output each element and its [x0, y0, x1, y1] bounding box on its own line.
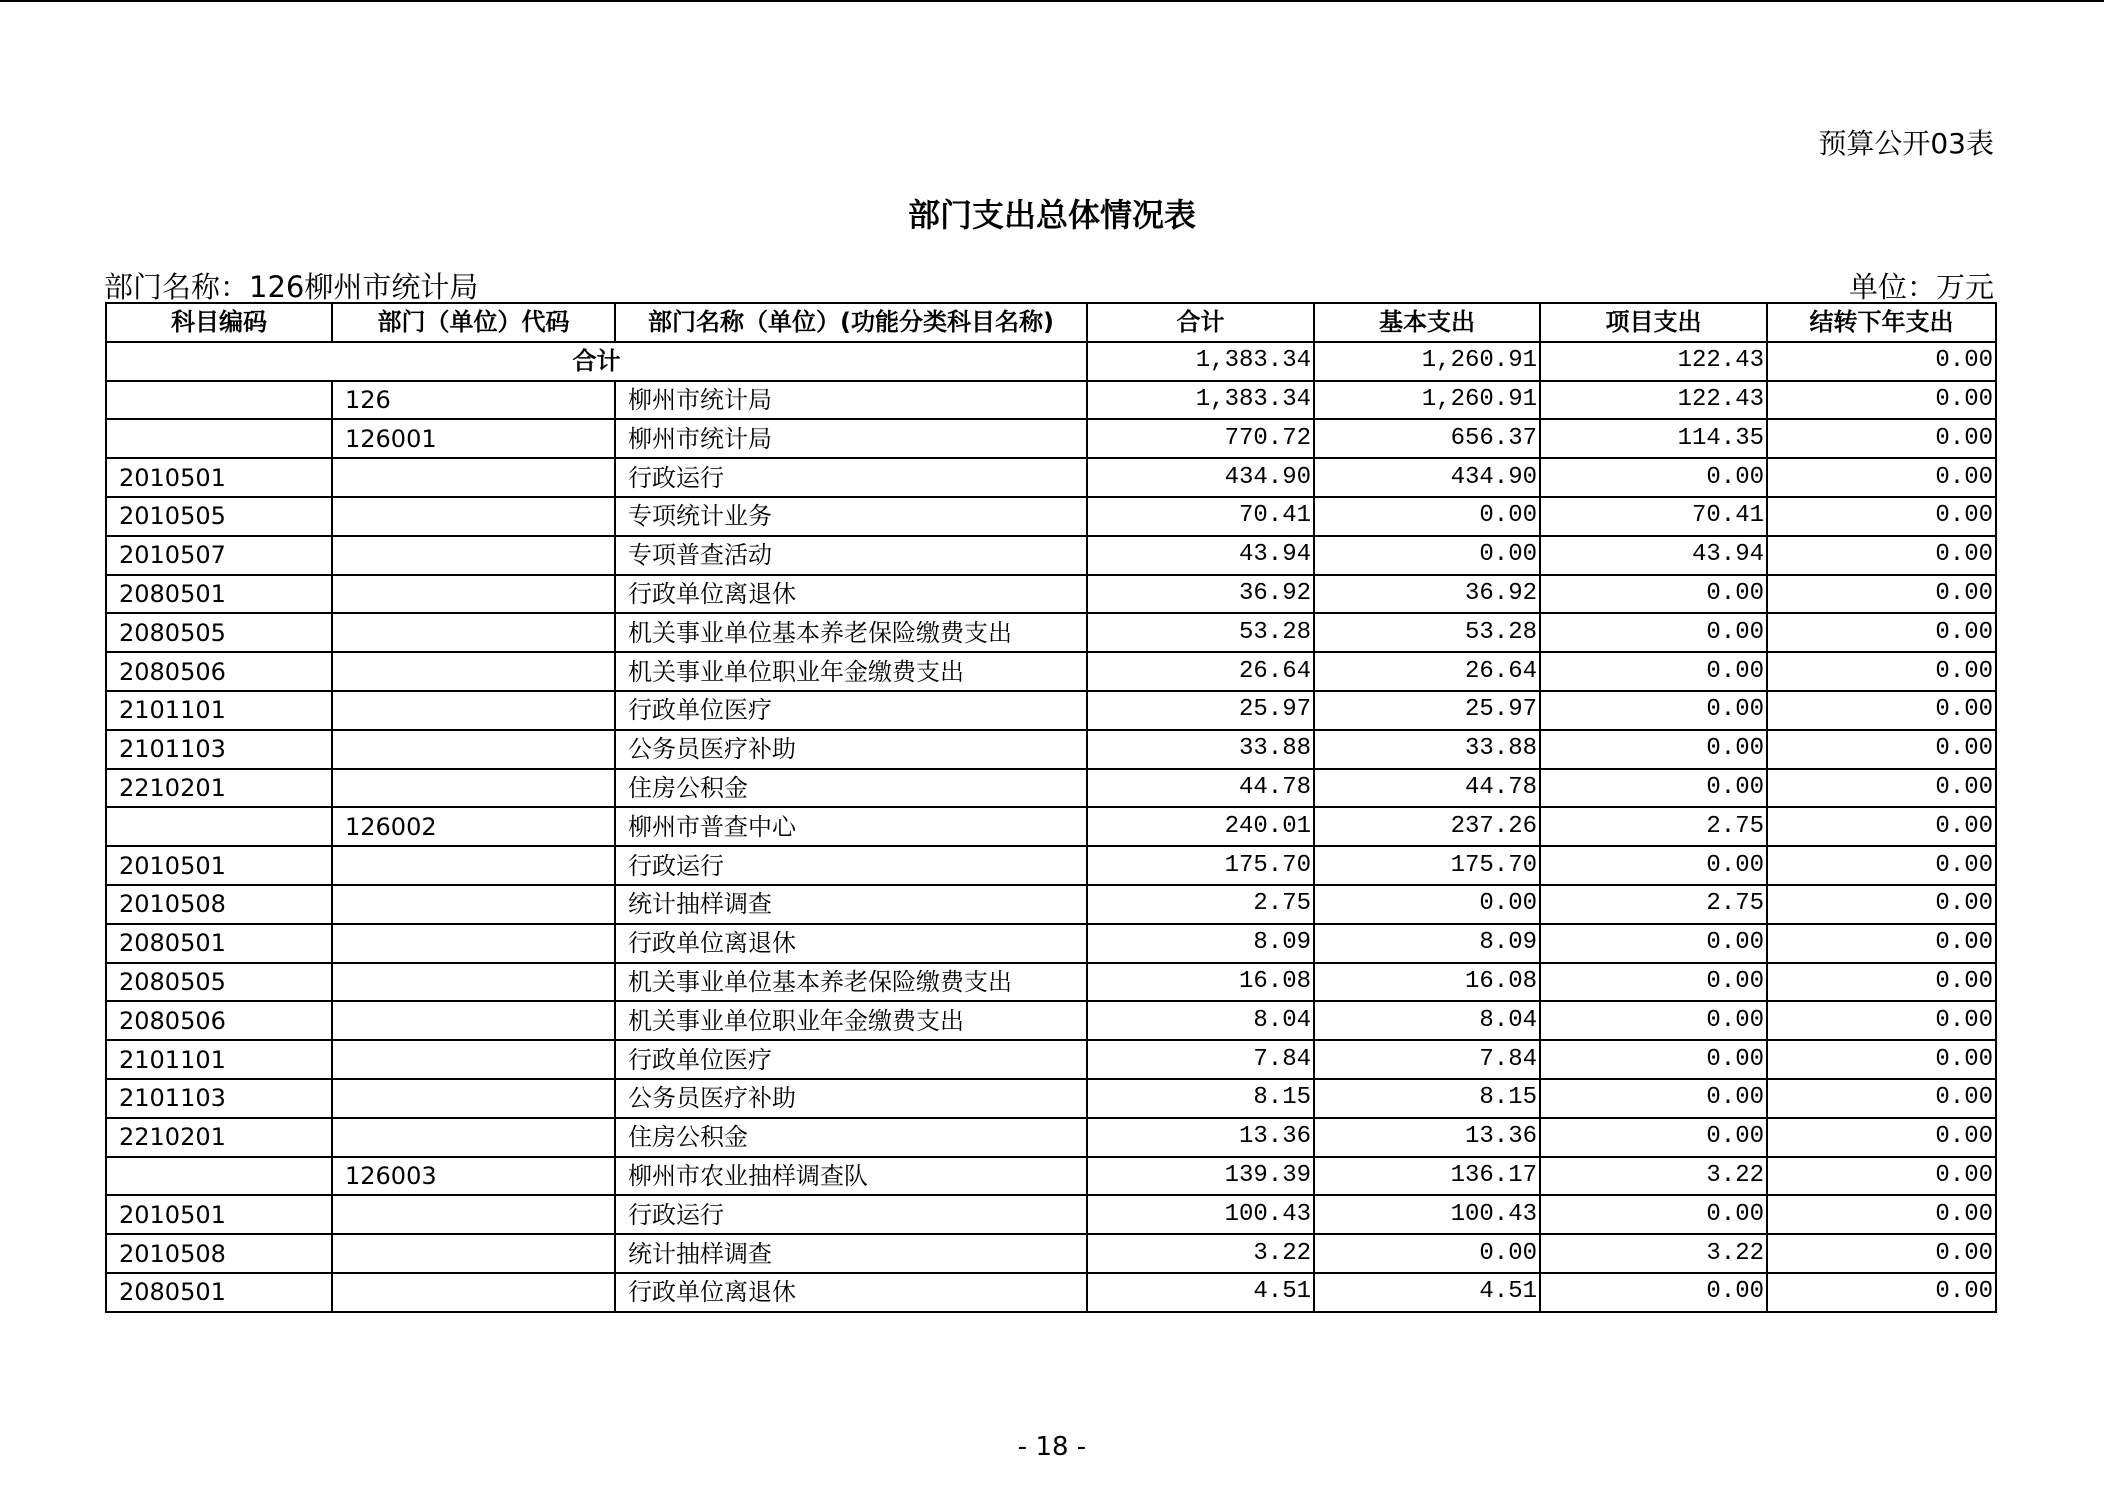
subject-code-cell — [106, 807, 332, 846]
total-cell: 8.04 — [1087, 1001, 1314, 1040]
basic-expense-cell: 100.43 — [1314, 1195, 1540, 1234]
basic-expense-cell: 33.88 — [1314, 730, 1540, 769]
subject-code-cell: 2010505 — [106, 497, 332, 536]
table-row — [106, 769, 1996, 808]
table-row — [106, 1234, 1996, 1273]
total-cell: 8.09 — [1087, 924, 1314, 963]
carryover-cell: 0.00 — [1767, 1079, 1996, 1118]
total-cell: 16.08 — [1087, 963, 1314, 1002]
subject-code-cell: 2101103 — [106, 730, 332, 769]
table-row — [106, 1079, 1996, 1118]
subject-code-cell: 2101103 — [106, 1079, 332, 1118]
project-expense-cell: 0.00 — [1540, 691, 1767, 730]
item-name-cell: 专项普查活动 — [615, 536, 1087, 575]
carryover-cell: 0.00 — [1767, 846, 1996, 885]
total-row — [106, 342, 1996, 381]
unit-code-cell — [332, 1079, 615, 1118]
total-cell: 770.72 — [1087, 419, 1314, 458]
table-row — [106, 691, 1996, 730]
subject-code-cell: 2210201 — [106, 1118, 332, 1157]
basic-expense-cell: 13.36 — [1314, 1118, 1540, 1157]
carryover-cell: 0.00 — [1767, 1195, 1996, 1234]
subject-code-cell: 2010508 — [106, 1234, 332, 1273]
subject-code-cell: 2010508 — [106, 885, 332, 924]
item-name-cell: 行政单位离退休 — [615, 924, 1087, 963]
carryover-cell: 0.00 — [1767, 575, 1996, 614]
project-expense-cell: 0.00 — [1540, 1040, 1767, 1079]
carryover-cell: 0.00 — [1767, 1001, 1996, 1040]
item-name-cell: 住房公积金 — [615, 1118, 1087, 1157]
item-name-cell: 机关事业单位基本养老保险缴费支出 — [615, 963, 1087, 1002]
table-row — [106, 1118, 1996, 1157]
table-row — [106, 963, 1996, 1002]
item-name-cell: 行政单位离退休 — [615, 1273, 1087, 1312]
subject-code-cell: 2080501 — [106, 1273, 332, 1312]
carryover-cell: 0.00 — [1767, 652, 1996, 691]
total-cell: 8.15 — [1087, 1079, 1314, 1118]
total-cell: 4.51 — [1087, 1273, 1314, 1312]
total-cell: 26.64 — [1087, 652, 1314, 691]
table-row — [106, 1273, 1996, 1312]
basic-expense-cell: 7.84 — [1314, 1040, 1540, 1079]
project-expense-cell: 0.00 — [1540, 963, 1767, 1002]
column-header: 科目编码 — [106, 303, 332, 342]
project-expense-cell: 0.00 — [1540, 1001, 1767, 1040]
item-name-cell: 统计抽样调查 — [615, 885, 1087, 924]
project-expense-cell: 2.75 — [1540, 807, 1767, 846]
table-row — [106, 575, 1996, 614]
unit-code-cell — [332, 730, 615, 769]
project-expense-cell: 43.94 — [1540, 536, 1767, 575]
basic-expense-cell: 36.92 — [1314, 575, 1540, 614]
project-expense-cell: 0.00 — [1540, 613, 1767, 652]
expenditure-table — [105, 302, 1997, 1313]
column-header: 基本支出 — [1314, 303, 1540, 342]
project-expense-cell: 70.41 — [1540, 497, 1767, 536]
unit-label: 单位：万元 — [1848, 270, 1994, 304]
carryover-cell: 0.00 — [1767, 419, 1996, 458]
department-name: 部门名称：126柳州市统计局 — [104, 270, 479, 304]
total-basic: 1,260.91 — [1314, 342, 1540, 381]
subject-code-cell: 2010501 — [106, 1195, 332, 1234]
unit-code-cell: 126 — [332, 381, 615, 420]
table-row — [106, 497, 1996, 536]
top-border-rule — [0, 0, 2104, 2]
table-row — [106, 652, 1996, 691]
project-expense-cell: 114.35 — [1540, 419, 1767, 458]
subject-code-cell — [106, 1157, 332, 1196]
table-row — [106, 1195, 1996, 1234]
basic-expense-cell: 4.51 — [1314, 1273, 1540, 1312]
project-expense-cell: 0.00 — [1540, 730, 1767, 769]
carryover-cell: 0.00 — [1767, 807, 1996, 846]
page-number: - 18 - — [1017, 1432, 1087, 1462]
total-label: 合计 — [106, 342, 1087, 381]
column-header: 部门名称（单位）(功能分类科目名称) — [615, 303, 1087, 342]
table-header-row — [106, 303, 1996, 342]
subject-code-cell: 2080506 — [106, 1001, 332, 1040]
total-cell: 44.78 — [1087, 769, 1314, 808]
subject-code-cell: 2010507 — [106, 536, 332, 575]
unit-code-cell — [332, 613, 615, 652]
table-row — [106, 846, 1996, 885]
carryover-cell: 0.00 — [1767, 381, 1996, 420]
table-row — [106, 458, 1996, 497]
basic-expense-cell: 175.70 — [1314, 846, 1540, 885]
table-row — [106, 730, 1996, 769]
item-name-cell: 公务员医疗补助 — [615, 730, 1087, 769]
carryover-cell: 0.00 — [1767, 1157, 1996, 1196]
item-name-cell: 行政单位离退休 — [615, 575, 1087, 614]
table-row — [106, 885, 1996, 924]
basic-expense-cell: 25.97 — [1314, 691, 1540, 730]
carryover-cell: 0.00 — [1767, 536, 1996, 575]
carryover-cell: 0.00 — [1767, 1040, 1996, 1079]
basic-expense-cell: 8.09 — [1314, 924, 1540, 963]
item-name-cell: 行政单位医疗 — [615, 691, 1087, 730]
subject-code-cell: 2010501 — [106, 458, 332, 497]
project-expense-cell: 0.00 — [1540, 1195, 1767, 1234]
total-cell: 33.88 — [1087, 730, 1314, 769]
item-name-cell: 专项统计业务 — [615, 497, 1087, 536]
unit-code-cell — [332, 963, 615, 1002]
unit-code-cell — [332, 1273, 615, 1312]
subject-code-cell: 2010501 — [106, 846, 332, 885]
carryover-cell: 0.00 — [1767, 1234, 1996, 1273]
carryover-cell: 0.00 — [1767, 1273, 1996, 1312]
item-name-cell: 机关事业单位基本养老保险缴费支出 — [615, 613, 1087, 652]
total-cell: 2.75 — [1087, 885, 1314, 924]
unit-code-cell — [332, 652, 615, 691]
unit-code-cell: 126002 — [332, 807, 615, 846]
unit-code-cell — [332, 846, 615, 885]
basic-expense-cell: 1,260.91 — [1314, 381, 1540, 420]
carryover-cell: 0.00 — [1767, 885, 1996, 924]
total-project: 122.43 — [1540, 342, 1767, 381]
subject-code-cell: 2080501 — [106, 924, 332, 963]
unit-code-cell — [332, 885, 615, 924]
carryover-cell: 0.00 — [1767, 691, 1996, 730]
total-amount: 1,383.34 — [1087, 342, 1314, 381]
project-expense-cell: 122.43 — [1540, 381, 1767, 420]
total-cell: 3.22 — [1087, 1234, 1314, 1273]
basic-expense-cell: 0.00 — [1314, 885, 1540, 924]
project-expense-cell: 0.00 — [1540, 575, 1767, 614]
column-header: 项目支出 — [1540, 303, 1767, 342]
unit-code-cell — [332, 536, 615, 575]
total-cell: 13.36 — [1087, 1118, 1314, 1157]
item-name-cell: 统计抽样调查 — [615, 1234, 1087, 1273]
total-cell: 139.39 — [1087, 1157, 1314, 1196]
table-row — [106, 613, 1996, 652]
basic-expense-cell: 16.08 — [1314, 963, 1540, 1002]
unit-code-cell — [332, 458, 615, 497]
total-carry: 0.00 — [1767, 342, 1996, 381]
total-cell: 100.43 — [1087, 1195, 1314, 1234]
item-name-cell: 机关事业单位职业年金缴费支出 — [615, 1001, 1087, 1040]
project-expense-cell: 0.00 — [1540, 458, 1767, 497]
project-expense-cell: 3.22 — [1540, 1157, 1767, 1196]
item-name-cell: 柳州市农业抽样调查队 — [615, 1157, 1087, 1196]
project-expense-cell: 0.00 — [1540, 652, 1767, 691]
item-name-cell: 机关事业单位职业年金缴费支出 — [615, 652, 1087, 691]
column-header: 合计 — [1087, 303, 1314, 342]
basic-expense-cell: 0.00 — [1314, 497, 1540, 536]
total-cell: 70.41 — [1087, 497, 1314, 536]
unit-code-cell — [332, 769, 615, 808]
project-expense-cell: 0.00 — [1540, 1118, 1767, 1157]
total-cell: 1,383.34 — [1087, 381, 1314, 420]
project-expense-cell: 0.00 — [1540, 1273, 1767, 1312]
project-expense-cell: 0.00 — [1540, 1079, 1767, 1118]
subject-code-cell: 2080505 — [106, 963, 332, 1002]
unit-code-cell — [332, 691, 615, 730]
column-header: 结转下年支出 — [1767, 303, 1996, 342]
total-cell: 43.94 — [1087, 536, 1314, 575]
carryover-cell: 0.00 — [1767, 769, 1996, 808]
total-cell: 25.97 — [1087, 691, 1314, 730]
basic-expense-cell: 434.90 — [1314, 458, 1540, 497]
unit-code-cell — [332, 1040, 615, 1079]
basic-expense-cell: 8.04 — [1314, 1001, 1540, 1040]
table-row — [106, 924, 1996, 963]
unit-code-cell — [332, 575, 615, 614]
project-expense-cell: 0.00 — [1540, 924, 1767, 963]
carryover-cell: 0.00 — [1767, 963, 1996, 1002]
item-name-cell: 公务员医疗补助 — [615, 1079, 1087, 1118]
carryover-cell: 0.00 — [1767, 924, 1996, 963]
total-cell: 7.84 — [1087, 1040, 1314, 1079]
table-row — [106, 1001, 1996, 1040]
total-cell: 53.28 — [1087, 613, 1314, 652]
item-name-cell: 行政运行 — [615, 1195, 1087, 1234]
total-cell: 175.70 — [1087, 846, 1314, 885]
basic-expense-cell: 8.15 — [1314, 1079, 1540, 1118]
subject-code-cell: 2210201 — [106, 769, 332, 808]
total-cell: 240.01 — [1087, 807, 1314, 846]
table-row — [106, 419, 1996, 458]
unit-code-cell — [332, 497, 615, 536]
basic-expense-cell: 136.17 — [1314, 1157, 1540, 1196]
carryover-cell: 0.00 — [1767, 497, 1996, 536]
project-expense-cell: 0.00 — [1540, 846, 1767, 885]
total-cell: 36.92 — [1087, 575, 1314, 614]
item-name-cell: 柳州市统计局 — [615, 419, 1087, 458]
subject-code-cell — [106, 419, 332, 458]
carryover-cell: 0.00 — [1767, 730, 1996, 769]
subject-code-cell — [106, 381, 332, 420]
total-cell: 434.90 — [1087, 458, 1314, 497]
unit-code-cell — [332, 1001, 615, 1040]
item-name-cell: 行政运行 — [615, 846, 1087, 885]
subject-code-cell: 2101101 — [106, 1040, 332, 1079]
page-title: 部门支出总体情况表 — [907, 196, 1196, 234]
carryover-cell: 0.00 — [1767, 613, 1996, 652]
basic-expense-cell: 26.64 — [1314, 652, 1540, 691]
column-header: 部门（单位）代码 — [332, 303, 615, 342]
unit-code-cell — [332, 1234, 615, 1273]
basic-expense-cell: 656.37 — [1314, 419, 1540, 458]
unit-code-cell — [332, 1118, 615, 1157]
table-row — [106, 536, 1996, 575]
basic-expense-cell: 53.28 — [1314, 613, 1540, 652]
item-name-cell: 行政运行 — [615, 458, 1087, 497]
item-name-cell: 行政单位医疗 — [615, 1040, 1087, 1079]
basic-expense-cell: 0.00 — [1314, 536, 1540, 575]
unit-code-cell: 126003 — [332, 1157, 615, 1196]
carryover-cell: 0.00 — [1767, 458, 1996, 497]
subject-code-cell: 2080506 — [106, 652, 332, 691]
item-name-cell: 住房公积金 — [615, 769, 1087, 808]
project-expense-cell: 2.75 — [1540, 885, 1767, 924]
basic-expense-cell: 44.78 — [1314, 769, 1540, 808]
basic-expense-cell: 0.00 — [1314, 1234, 1540, 1273]
project-expense-cell: 3.22 — [1540, 1234, 1767, 1273]
unit-code-cell — [332, 1195, 615, 1234]
item-name-cell: 柳州市统计局 — [615, 381, 1087, 420]
unit-code-cell: 126001 — [332, 419, 615, 458]
project-expense-cell: 0.00 — [1540, 769, 1767, 808]
table-row — [106, 1157, 1996, 1196]
subject-code-cell: 2080501 — [106, 575, 332, 614]
subject-code-cell: 2101101 — [106, 691, 332, 730]
item-name-cell: 柳州市普查中心 — [615, 807, 1087, 846]
subject-code-cell: 2080505 — [106, 613, 332, 652]
table-row — [106, 381, 1996, 420]
basic-expense-cell: 237.26 — [1314, 807, 1540, 846]
unit-code-cell — [332, 924, 615, 963]
table-row — [106, 1040, 1996, 1079]
carryover-cell: 0.00 — [1767, 1118, 1996, 1157]
form-code: 预算公开03表 — [1818, 127, 1994, 160]
table-row — [106, 807, 1996, 846]
